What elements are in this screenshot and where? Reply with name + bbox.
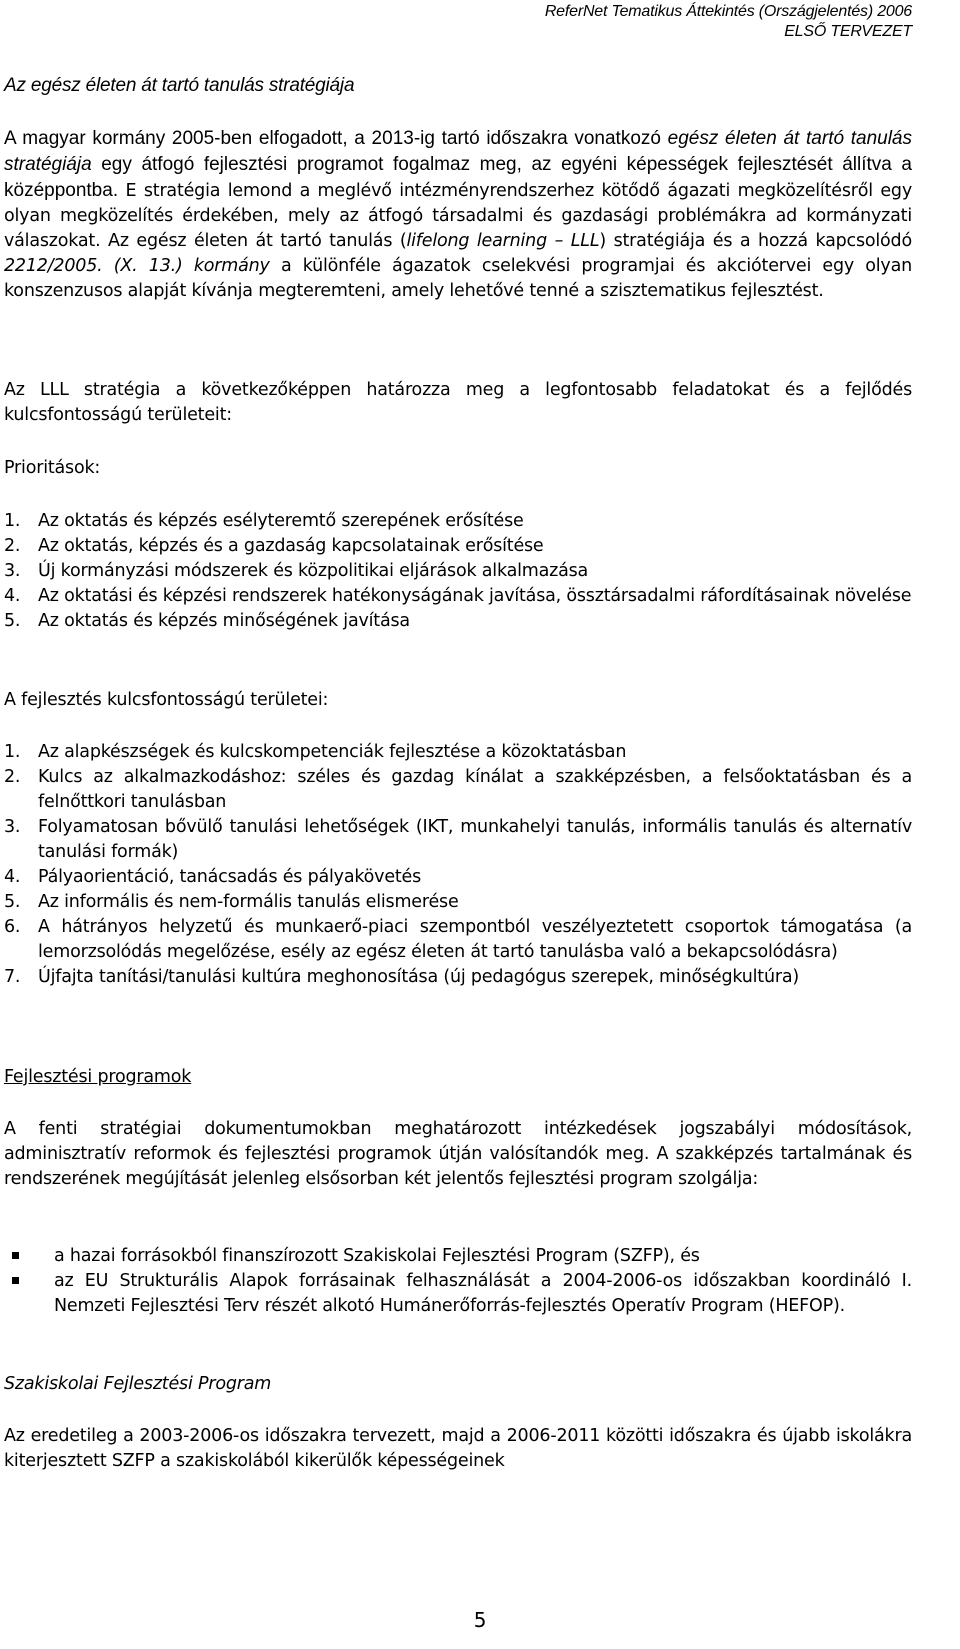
priority-item: [4, 559, 912, 584]
priority-text: Az oktatás és képzés minőségének javítása: [38, 611, 410, 631]
section-title: Az egész életen át tartó tanulás stratégiája: [4, 75, 355, 96]
square-bullet-icon: [12, 1252, 19, 1259]
priority-text: Az oktatás, képzés és a gazdaság kapcsolatainak erősítése: [38, 536, 544, 556]
areas-list: [4, 740, 912, 990]
area-item: [4, 815, 912, 865]
area-text: Újfajta tanítási/tanulási kultúra meghonosítása (új pedagógus szerepek, minőségkultúra): [38, 967, 800, 987]
areas-label: A fejlesztés kulcsfontosságú területei:: [4, 690, 329, 710]
area-number: 4.: [4, 867, 21, 887]
priority-item: [4, 584, 912, 609]
intro-text-3: E stratégia lemond a meglévő intézményrendszerhez kötődő ágazati megközelítésről egy olyan megközelítés érdekében, mely az átfogó társadalmi és gazdasági problémákra ad kormányzati válaszokat. Az egész életen át tartó tanulás (: [4, 181, 912, 251]
intro-text-5: a különféle ágazatok cselekvési programjai és akciótervei egy olyan konszenzusos alapját kívánja megteremteni, amely lehetővé tenné a szisztematikus fejlesztést.: [4, 256, 912, 301]
area-text: A hátrányos helyzetű és munkaerő-piaci szempontból veszélyeztetett csoportok támogatása (a lemorzsolódás megelőzése, esély az egész életen át tartó tanulásba való a bekapcsolódásra): [38, 917, 912, 962]
priority-item: [4, 534, 912, 559]
priority-item: [4, 509, 912, 534]
square-bullet-icon: [12, 1277, 19, 1284]
area-item: [4, 965, 912, 990]
header-title: ReferNet Tematikus Áttekintés (Országjelentés) 2006: [544, 3, 912, 20]
area-item: [4, 865, 912, 890]
area-text: Pályaorientáció, tanácsadás és pályakövetés: [38, 867, 422, 887]
development-programs-paragraph: A fenti stratégiai dokumentumokban meghatározott intézkedések jogszabályi módosítások, adminisztratív reformok és fejlesztési programok útján valósítandók meg. A szakképzés tartalmának és rendszerének megújítását jelenleg elsősorban két jelentős fejlesztési program szolgálja:: [4, 1119, 912, 1189]
area-number: 6.: [4, 917, 21, 937]
intro-emphasis-strategy: egész életen át tartó tanulás stratégiája: [4, 128, 912, 175]
bullet-item: [4, 1244, 912, 1269]
bullet-text: a hazai forrásokból finanszírozott Szakiskolai Fejlesztési Program (SZFP), és: [54, 1246, 700, 1266]
priorities-list: [4, 509, 912, 634]
area-item: [4, 890, 912, 915]
header-draft-label: ELSŐ TERVEZET: [784, 23, 912, 40]
area-number: 3.: [4, 817, 21, 837]
intro-text-4: ) stratégiája és a hozzá kapcsolódó: [599, 231, 912, 251]
bullet-item: [4, 1269, 912, 1319]
area-text: Az informális és nem-formális tanulás elismerése: [38, 892, 459, 912]
area-item: [4, 740, 912, 765]
intro-emphasis-decree: 2212/2005. (X. 13.) kormány: [4, 256, 270, 276]
bullet-text: az EU Strukturális Alapok forrásainak felhasználását a 2004-2006-os időszakban koordináló I. Nemzeti Fejlesztési Terv részét alkotó Humánerőforrás-fejlesztés Operatív Program (HEFOP).: [54, 1271, 912, 1316]
area-text: Kulcs az alkalmazkodáshoz: széles és gazdag kínálat a szakképzésben, a felsőoktatásban és a felnőttkori tanulásban: [38, 767, 912, 812]
lll-intro-paragraph: Az LLL stratégia a következőképpen határozza meg a legfontosabb feladatokat és a fejlődés kulcsfontosságú területeit:: [4, 380, 912, 425]
area-number: 1.: [4, 742, 21, 762]
intro-text-1: A magyar kormány 2005-ben elfogadott, a 2013-ig tartó időszakra vonatkozó: [4, 128, 668, 149]
area-item: [4, 765, 912, 815]
area-number: 2.: [4, 767, 21, 787]
priority-text: Az oktatás és képzés esélyteremtő szerepének erősítése: [38, 511, 524, 531]
priority-text: Új kormányzási módszerek és közpolitikai eljárások alkalmazása: [38, 561, 589, 581]
area-text: Folyamatosan bővülő tanulási lehetőségek (IKT, munkahelyi tanulás, informális tanulás és alternatív tanulási formák): [38, 817, 912, 862]
program-bullet-list: [4, 1244, 912, 1319]
intro-text-2: egy átfogó fejlesztési programot fogalmaz meg, az egyéni képességek fejlesztését állítva a középpontba.: [4, 154, 912, 201]
area-item: [4, 915, 912, 965]
priority-item: [4, 609, 912, 634]
development-programs-heading: Fejlesztési programok: [4, 1067, 192, 1087]
intro-paragraph: [4, 126, 912, 304]
priority-number: 3.: [4, 561, 21, 581]
priorities-label: Prioritások:: [4, 458, 101, 478]
area-text: Az alapkészségek és kulcskompetenciák fejlesztése a közoktatásban: [38, 742, 627, 762]
priority-number: 2.: [4, 536, 21, 556]
running-header: [545, 2, 912, 42]
area-number: 5.: [4, 892, 21, 912]
priority-text: Az oktatási és képzési rendszerek hatékonyságának javítása, össztársadalmi ráfordításainak növelése: [38, 586, 912, 606]
area-number: 7.: [4, 967, 21, 987]
page-number: 5: [473, 1608, 487, 1632]
priority-number: 5.: [4, 611, 21, 631]
priority-number: 4.: [4, 586, 21, 606]
szfp-heading: Szakiskolai Fejlesztési Program: [4, 1374, 272, 1394]
intro-emphasis-lll: lifelong learning – LLL: [406, 231, 600, 251]
szfp-paragraph: Az eredetileg a 2003-2006-os időszakra tervezett, majd a 2006-2011 közötti időszakra és újabb iskolákra kiterjesztett SZFP a szakiskolából kikerülők képességeinek: [4, 1426, 912, 1471]
priority-number: 1.: [4, 511, 21, 531]
